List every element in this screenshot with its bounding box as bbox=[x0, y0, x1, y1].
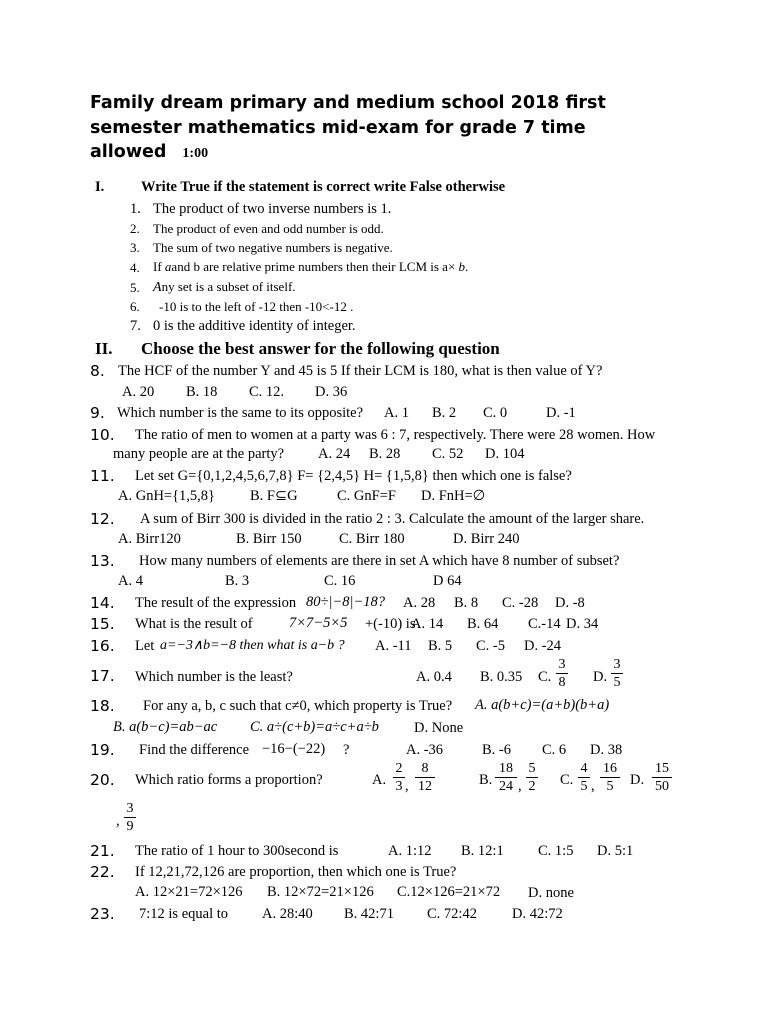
q22-option-c: C.12×126=21×72 bbox=[397, 884, 501, 900]
q22-option-d: D. none bbox=[528, 885, 574, 901]
q10-option-b: B. 28 bbox=[369, 446, 401, 462]
q20-b-separator: , bbox=[518, 778, 522, 794]
q22-option-a: A. 12×21=72×126 bbox=[135, 884, 243, 900]
q16-num: 16. bbox=[90, 637, 115, 655]
q21-option-b: B. 12:1 bbox=[461, 843, 504, 859]
q17-option-b: B. 0.35 bbox=[480, 669, 523, 685]
q20-c-separator: , bbox=[591, 778, 595, 794]
exam-title bbox=[90, 91, 650, 167]
q19-option-d: D. 38 bbox=[590, 742, 623, 758]
q8-option-d: D. 36 bbox=[315, 384, 348, 400]
q20-d-fraction-1: 15 50 bbox=[652, 761, 672, 794]
tf-4-text: If aand b are relative prime numbers then their LCM is a× b. bbox=[153, 259, 469, 274]
q18-option-c: C. a÷(c+b)=a÷c+a÷b bbox=[250, 719, 379, 735]
q21-option-c: C. 1:5 bbox=[538, 843, 574, 859]
tf-1-num: 1. bbox=[130, 201, 141, 217]
q20-option-a: A. bbox=[372, 772, 387, 788]
q20-a-separator: , bbox=[405, 778, 409, 794]
q17-option-a: A. 0.4 bbox=[416, 669, 452, 685]
q20-b-fraction-1: 18 24 bbox=[495, 761, 517, 794]
q17-text: Which number is the least? bbox=[135, 669, 293, 685]
q17-option-d: D. bbox=[593, 669, 608, 685]
section-1-heading: Write True if the statement is correct write False otherwise bbox=[141, 179, 506, 195]
q23-text: 7:12 is equal to bbox=[139, 906, 229, 922]
q9-num: 9. bbox=[90, 404, 105, 422]
tf-5-text: Any set is a subset of itself. bbox=[153, 279, 296, 295]
tf-3-text: The sum of two negative numbers is negative. bbox=[153, 240, 393, 255]
q19-num: 19. bbox=[90, 741, 115, 759]
q11-option-a: A. GnH={1,5,8} bbox=[118, 488, 216, 504]
q22-text: If 12,21,72,126 are proportion, then which one is True? bbox=[135, 864, 457, 880]
q19-option-a: A. -36 bbox=[406, 742, 444, 758]
q12-option-a: A. Birr120 bbox=[118, 531, 181, 547]
section-2-roman: II. bbox=[95, 339, 113, 358]
q16-option-b: B. 5 bbox=[428, 638, 453, 654]
exam-title-text: Family dream primary and medium school 2018 first semester mathematics mid-exam for grade 7 time allowed bbox=[90, 93, 606, 162]
q20-option-c: C. bbox=[560, 772, 574, 788]
q9-option-d: D. -1 bbox=[546, 405, 576, 421]
q14-option-b: B. 8 bbox=[454, 595, 479, 611]
q8-option-c: C. 12. bbox=[249, 384, 285, 400]
q23-option-c: C. 72:42 bbox=[427, 906, 477, 922]
q13-option-a: A. 4 bbox=[118, 573, 143, 589]
q14-option-a: A. 28 bbox=[403, 595, 436, 611]
q13-num: 13. bbox=[90, 552, 115, 570]
q10-option-d: D. 104 bbox=[485, 446, 525, 462]
q16-expression: a=−3∧b=−8 then what is a−b ? bbox=[160, 638, 345, 653]
q12-num: 12. bbox=[90, 510, 115, 528]
q21-option-a: A. 1:12 bbox=[388, 843, 432, 859]
q20-a-fraction-1: 2 3 bbox=[393, 761, 405, 794]
q19-question-mark: ? bbox=[343, 742, 350, 758]
q17-num: 17. bbox=[90, 667, 115, 685]
q16-text: Let bbox=[135, 638, 155, 654]
tf-5-num: 5. bbox=[130, 280, 140, 295]
q10-option-a: A. 24 bbox=[318, 446, 351, 462]
q22-option-b: B. 12×72=21×126 bbox=[267, 884, 374, 900]
q14-option-c: C. -28 bbox=[502, 595, 539, 611]
tf-3-num: 3. bbox=[130, 240, 140, 255]
q15-text-2: +(-10) is bbox=[365, 616, 416, 632]
q15-expression: 7×7−5×5 bbox=[289, 615, 348, 631]
tf-7-num: 7. bbox=[130, 318, 141, 334]
q13-text: How many numbers of elements are there in set A which have 8 number of subset? bbox=[139, 553, 620, 569]
q14-text: The result of the expression bbox=[135, 595, 297, 611]
q18-option-a: A. a(b+c)=(a+b)(b+a) bbox=[475, 697, 610, 713]
q15-option-c: C.-14 bbox=[528, 616, 561, 632]
tf-6-num: 6. bbox=[130, 299, 140, 314]
q20-a-fraction-2: 8 12 bbox=[415, 761, 435, 794]
q8-option-b: B. 18 bbox=[186, 384, 218, 400]
q8-text: The HCF of the number Y and 45 is 5 If their LCM is 180, what is then value of Y? bbox=[118, 363, 603, 379]
q11-option-b: B. F⊆G bbox=[250, 488, 298, 504]
q20-text: Which ratio forms a proportion? bbox=[135, 772, 323, 788]
q18-option-d: D. None bbox=[414, 720, 464, 736]
q23-option-a: A. 28:40 bbox=[262, 906, 313, 922]
q20-num: 20. bbox=[90, 771, 115, 789]
q13-option-d: D 64 bbox=[433, 573, 462, 589]
q23-option-d: D. 42:72 bbox=[512, 906, 563, 922]
q23-num: 23. bbox=[90, 905, 115, 923]
q17-option-c: C. bbox=[538, 669, 552, 685]
q9-text: Which number is the same to its opposite? bbox=[117, 405, 364, 421]
section-1-roman: I. bbox=[95, 179, 105, 195]
q15-text: What is the result of bbox=[135, 616, 253, 632]
tf-1-text: The product of two inverse numbers is 1. bbox=[153, 201, 392, 217]
q18-num: 18. bbox=[90, 697, 115, 715]
q18-option-b: B. a(b−c)=ab−ac bbox=[113, 719, 218, 735]
tf-2-text: The product of even and odd number is odd. bbox=[153, 221, 384, 236]
q14-num: 14. bbox=[90, 594, 115, 612]
tf-6-text: -10 is to the left of -12 then -10<-12 . bbox=[159, 299, 354, 314]
q17-fraction-d: 3 5 bbox=[611, 657, 623, 690]
q21-num: 21. bbox=[90, 842, 115, 860]
q19-text: Find the difference bbox=[139, 742, 250, 758]
q11-num: 11. bbox=[90, 467, 115, 485]
time-allowed: 1:00 bbox=[182, 146, 209, 161]
q13-option-c: C. 16 bbox=[324, 573, 356, 589]
q15-num: 15. bbox=[90, 615, 115, 633]
q19-option-b: B. -6 bbox=[482, 742, 511, 758]
q20-c-fraction-1: 4 5 bbox=[578, 761, 590, 794]
q20-option-d: D. bbox=[630, 772, 645, 788]
q9-option-b: B. 2 bbox=[432, 405, 457, 421]
q23-option-b: B. 42:71 bbox=[344, 906, 394, 922]
q15-option-b: B. 64 bbox=[467, 616, 499, 632]
q20-c-fraction-2: 16 5 bbox=[600, 761, 620, 794]
q17-fraction-c: 3 8 bbox=[556, 657, 568, 690]
section-2-heading: Choose the best answer for the following question bbox=[141, 339, 500, 358]
q19-option-c: C. 6 bbox=[542, 742, 567, 758]
q20-d-fraction-2: 3 9 bbox=[124, 801, 136, 834]
q14-expression: 80÷|−8|−18? bbox=[306, 594, 385, 610]
q12-option-d: D. Birr 240 bbox=[453, 531, 520, 547]
tf-7-text: 0 is the additive identity of integer. bbox=[153, 318, 356, 334]
tf-4-num: 4. bbox=[130, 260, 140, 275]
q11-option-d: D. FnH=∅ bbox=[421, 488, 486, 504]
q14-option-d: D. -8 bbox=[555, 595, 585, 611]
q20-option-b: B. bbox=[479, 772, 493, 788]
q11-text: Let set G={0,1,2,4,5,6,7,8} F= {2,4,5} H= {1,5,8} then which one is false? bbox=[135, 468, 572, 484]
q9-option-c: C. 0 bbox=[483, 405, 508, 421]
q13-option-b: B. 3 bbox=[225, 573, 250, 589]
q20-b-fraction-2: 5 2 bbox=[526, 761, 538, 794]
q16-option-a: A. -11 bbox=[375, 638, 412, 654]
q16-option-c: C. -5 bbox=[476, 638, 505, 654]
q16-option-d: D. -24 bbox=[524, 638, 562, 654]
q8-option-a: A. 20 bbox=[122, 384, 155, 400]
q18-text: For any a, b, c such that c≠0, which property is True? bbox=[143, 698, 453, 714]
q12-text: A sum of Birr 300 is divided in the ratio 2 : 3. Calculate the amount of the larger share. bbox=[140, 511, 645, 527]
q22-num: 22. bbox=[90, 863, 115, 881]
q15-option-a: A. 14 bbox=[411, 616, 444, 632]
q20-d-separator: , bbox=[116, 813, 120, 829]
q19-expression: −16−(−22) bbox=[262, 741, 326, 757]
q21-option-d: D. 5:1 bbox=[597, 843, 634, 859]
tf-2-num: 2. bbox=[130, 221, 140, 236]
q10-text: The ratio of men to women at a party was 6 : 7, respectively. There were 28 women. How bbox=[135, 427, 656, 443]
q12-option-c: C. Birr 180 bbox=[339, 531, 405, 547]
q11-option-c: C. GnF=F bbox=[337, 488, 396, 504]
q8-num: 8. bbox=[90, 362, 105, 380]
q15-option-d: D. 34 bbox=[566, 616, 599, 632]
q9-option-a: A. 1 bbox=[384, 405, 409, 421]
q10-option-c: C. 52 bbox=[432, 446, 464, 462]
q10-num: 10. bbox=[90, 426, 115, 444]
q12-option-b: B. Birr 150 bbox=[236, 531, 302, 547]
q21-text: The ratio of 1 hour to 300second is bbox=[135, 843, 339, 859]
q10-text-2: many people are at the party? bbox=[113, 446, 285, 462]
